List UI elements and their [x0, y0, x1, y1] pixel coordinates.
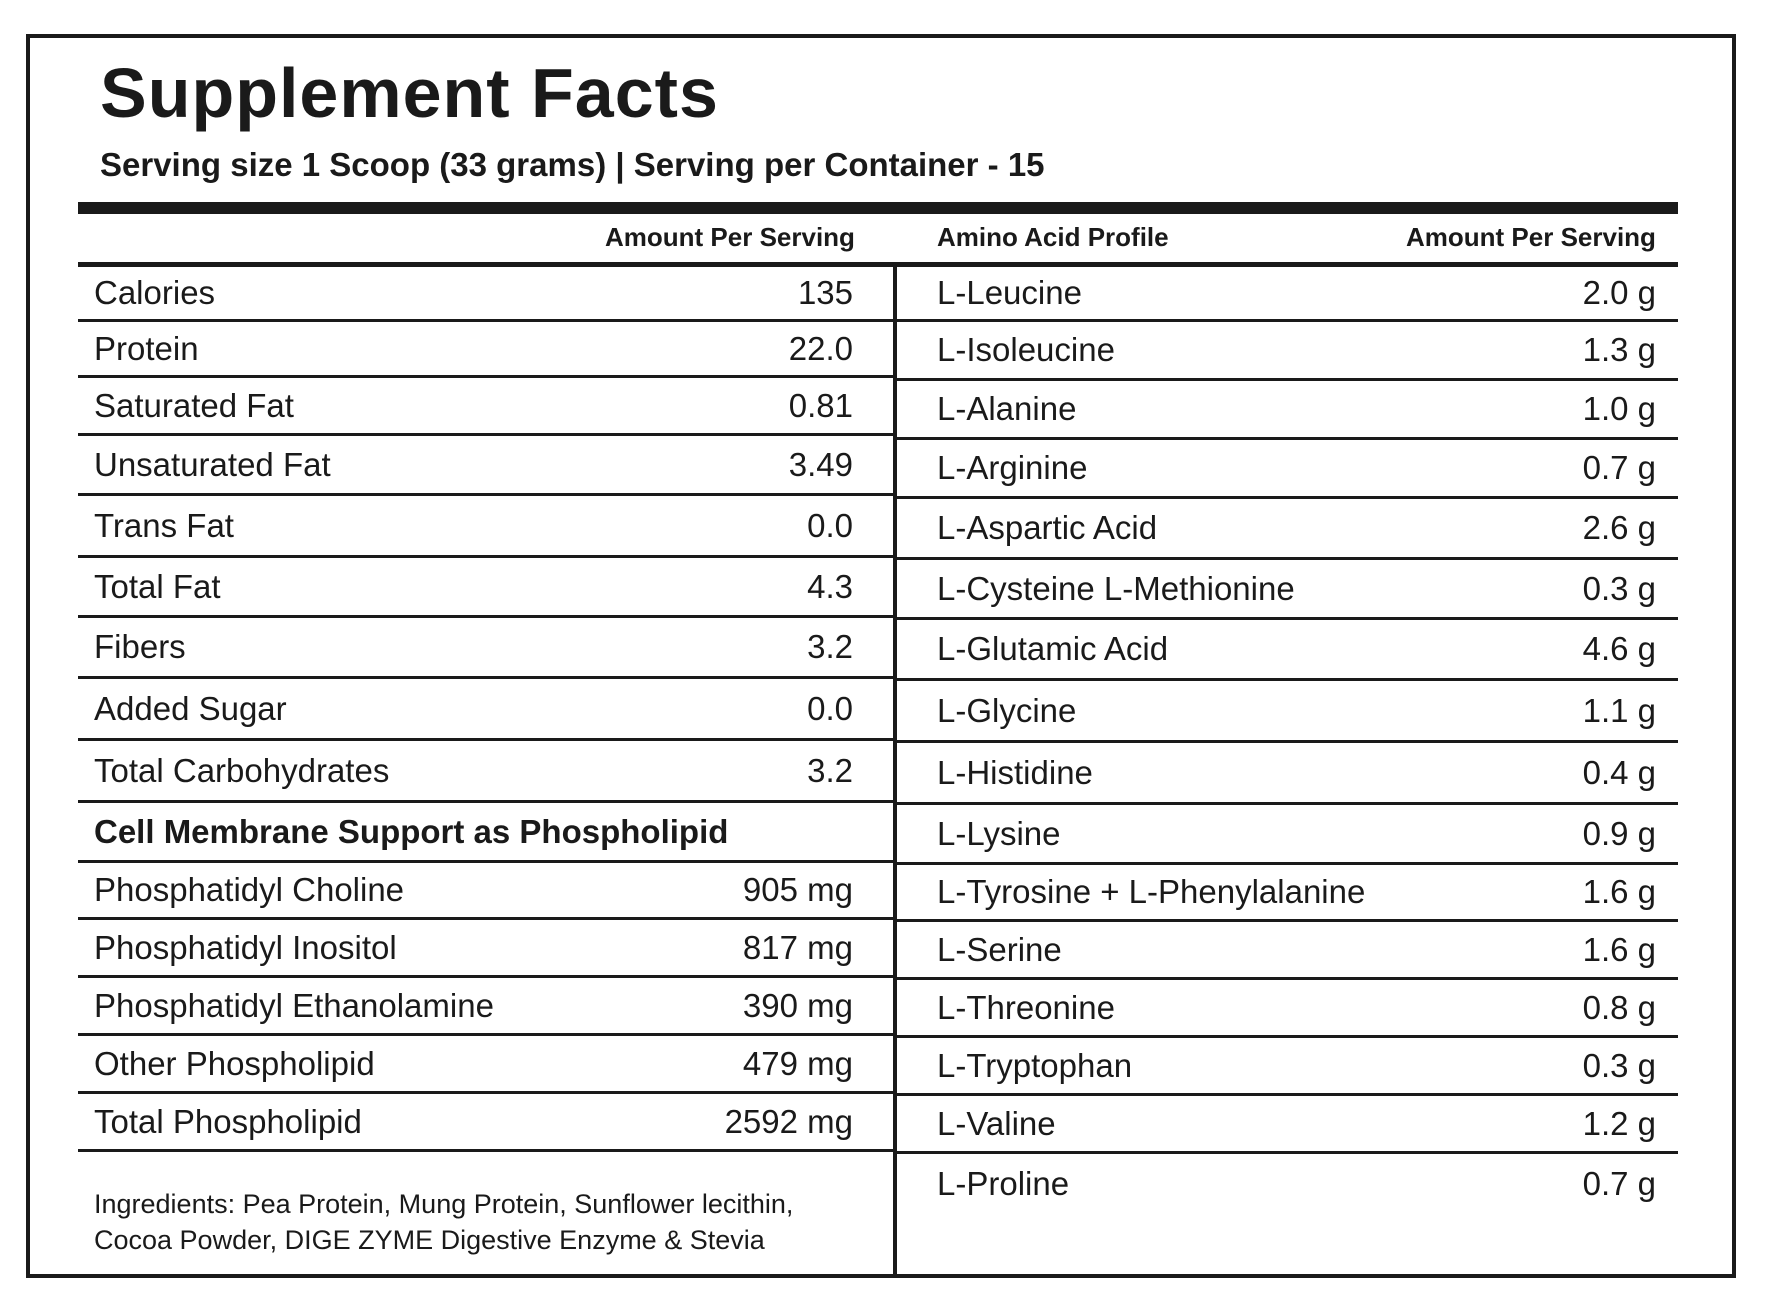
amino-label: L-Histidine: [937, 753, 1093, 791]
amino-value: 2.0 g: [1582, 274, 1656, 311]
nutrient-table: [78, 267, 893, 1152]
amino-value: 1.1 g: [1582, 691, 1656, 729]
amino-label: L-Threonine: [937, 988, 1115, 1026]
nutrient-label: Saturated Fat: [94, 386, 294, 424]
nutrient-amount-header: Amount Per Serving: [605, 222, 855, 252]
amino-value: 1.6 g: [1582, 930, 1656, 968]
table-row: [78, 322, 893, 378]
amino-value: 0.3 g: [1582, 1046, 1656, 1084]
table-row: [897, 1154, 1678, 1214]
table-row: [78, 1036, 893, 1094]
table-row: [897, 381, 1678, 440]
nutrient-value: 479 mg: [742, 1044, 853, 1082]
header-divider: [78, 202, 1678, 214]
amino-label: L-Glycine: [937, 691, 1077, 729]
table-row: [78, 267, 893, 322]
amino-value: 1.6 g: [1582, 873, 1656, 910]
nutrient-label: Total Carbohydrates: [94, 751, 390, 789]
amino-label: L-Isoleucine: [937, 331, 1115, 368]
amino-label: L-Serine: [937, 930, 1062, 968]
nutrient-label: Other Phospholipid: [94, 1044, 375, 1082]
amino-acid-table: [897, 267, 1678, 1214]
table-row: [78, 978, 893, 1036]
amino-label: L-Proline: [937, 1165, 1070, 1202]
nutrient-value: 22.0: [788, 329, 853, 367]
nutrient-label: Phosphatidyl Choline: [94, 871, 405, 908]
table-row: [78, 920, 893, 978]
table-row: [897, 560, 1678, 620]
amino-value: 0.3 g: [1582, 569, 1656, 607]
nutrient-value: 0.81: [788, 386, 853, 424]
table-row: [78, 436, 893, 496]
amino-label: L-Tryptophan: [937, 1046, 1133, 1084]
nutrient-value: 390 mg: [742, 986, 853, 1024]
amino-value: 1.0 g: [1582, 390, 1656, 427]
amino-label: L-Aspartic Acid: [937, 509, 1158, 546]
amino-value: 0.7 g: [1582, 449, 1656, 486]
nutrient-value: 4.3: [807, 567, 853, 605]
table-row: [897, 681, 1678, 743]
amino-value: 2.6 g: [1582, 509, 1656, 546]
amino-profile-header: Amino Acid Profile: [937, 222, 1169, 252]
amino-value: 0.4 g: [1582, 753, 1656, 791]
nutrient-label: Added Sugar: [94, 689, 287, 727]
nutrient-value: 3.2: [807, 628, 853, 665]
section-label: Cell Membrane Support as Phospholipid: [94, 812, 729, 850]
amino-value: 1.3 g: [1582, 331, 1656, 368]
amino-value: 0.7 g: [1582, 1165, 1656, 1202]
amino-label: L-Leucine: [937, 274, 1082, 311]
table-row: [78, 378, 893, 436]
table-row: [897, 865, 1678, 922]
amino-value: 0.8 g: [1582, 988, 1656, 1026]
amino-value: 0.9 g: [1582, 814, 1656, 852]
nutrient-label: Phosphatidyl Ethanolamine: [94, 986, 494, 1024]
nutrient-label: Unsaturated Fat: [94, 445, 331, 483]
amino-label: L-Lysine: [937, 814, 1061, 852]
table-row: [78, 1094, 893, 1152]
amino-label: L-Alanine: [937, 390, 1077, 427]
page-title: Supplement Facts: [100, 54, 719, 132]
table-row: [897, 620, 1678, 681]
table-row: [897, 1096, 1678, 1154]
table-row: [897, 980, 1678, 1038]
amino-label: L-Valine: [937, 1104, 1056, 1142]
table-row: [897, 1038, 1678, 1096]
nutrient-value: 3.49: [788, 445, 853, 483]
table-row: [897, 322, 1678, 381]
table-row: [78, 863, 893, 920]
amino-label: L-Tyrosine + L-Phenylalanine: [937, 873, 1366, 910]
amino-label: L-Arginine: [937, 449, 1088, 486]
nutrient-label: Trans Fat: [94, 506, 234, 544]
table-row: [78, 618, 893, 679]
nutrient-label: Total Phospholipid: [94, 1102, 362, 1140]
nutrient-value: 3.2: [807, 751, 853, 789]
nutrient-label: Protein: [94, 329, 199, 367]
table-row: [897, 440, 1678, 499]
amino-amount-header: Amount Per Serving: [1406, 222, 1656, 252]
nutrient-value: 817 mg: [742, 928, 853, 966]
amino-label: L-Glutamic Acid: [937, 630, 1169, 667]
nutrient-label: Total Fat: [94, 567, 221, 605]
table-row: [78, 496, 893, 558]
ingredients-text: Ingredients: Pea Protein, Mung Protein, Sunflower lecithin, Cocoa Powder, DIGE ZYME Digestive Enzyme & Stevia: [94, 1189, 794, 1255]
table-row: [897, 743, 1678, 805]
table-row: [78, 679, 893, 741]
nutrient-value: 2592 mg: [724, 1102, 853, 1140]
amino-value: 1.2 g: [1582, 1104, 1656, 1142]
table-row: [897, 499, 1678, 560]
section-header-row: [78, 803, 893, 863]
table-row: [897, 805, 1678, 865]
table-row: [78, 741, 893, 803]
serving-info: Serving size 1 Scoop (33 grams) | Serving per Container - 15: [100, 146, 1045, 183]
nutrient-value: 905 mg: [742, 871, 853, 908]
amino-value: 4.6 g: [1582, 630, 1656, 667]
nutrient-value: 0.0: [807, 506, 853, 544]
table-row: [897, 267, 1678, 322]
nutrient-value: 0.0: [807, 689, 853, 727]
table-row: [897, 922, 1678, 980]
amino-label: L-Cysteine L-Methionine: [937, 569, 1295, 607]
table-row: [78, 558, 893, 618]
nutrient-label: Calories: [94, 274, 216, 311]
nutrient-value: 135: [797, 274, 853, 311]
nutrient-label: Fibers: [94, 628, 186, 665]
nutrient-label: Phosphatidyl Inositol: [94, 928, 397, 966]
